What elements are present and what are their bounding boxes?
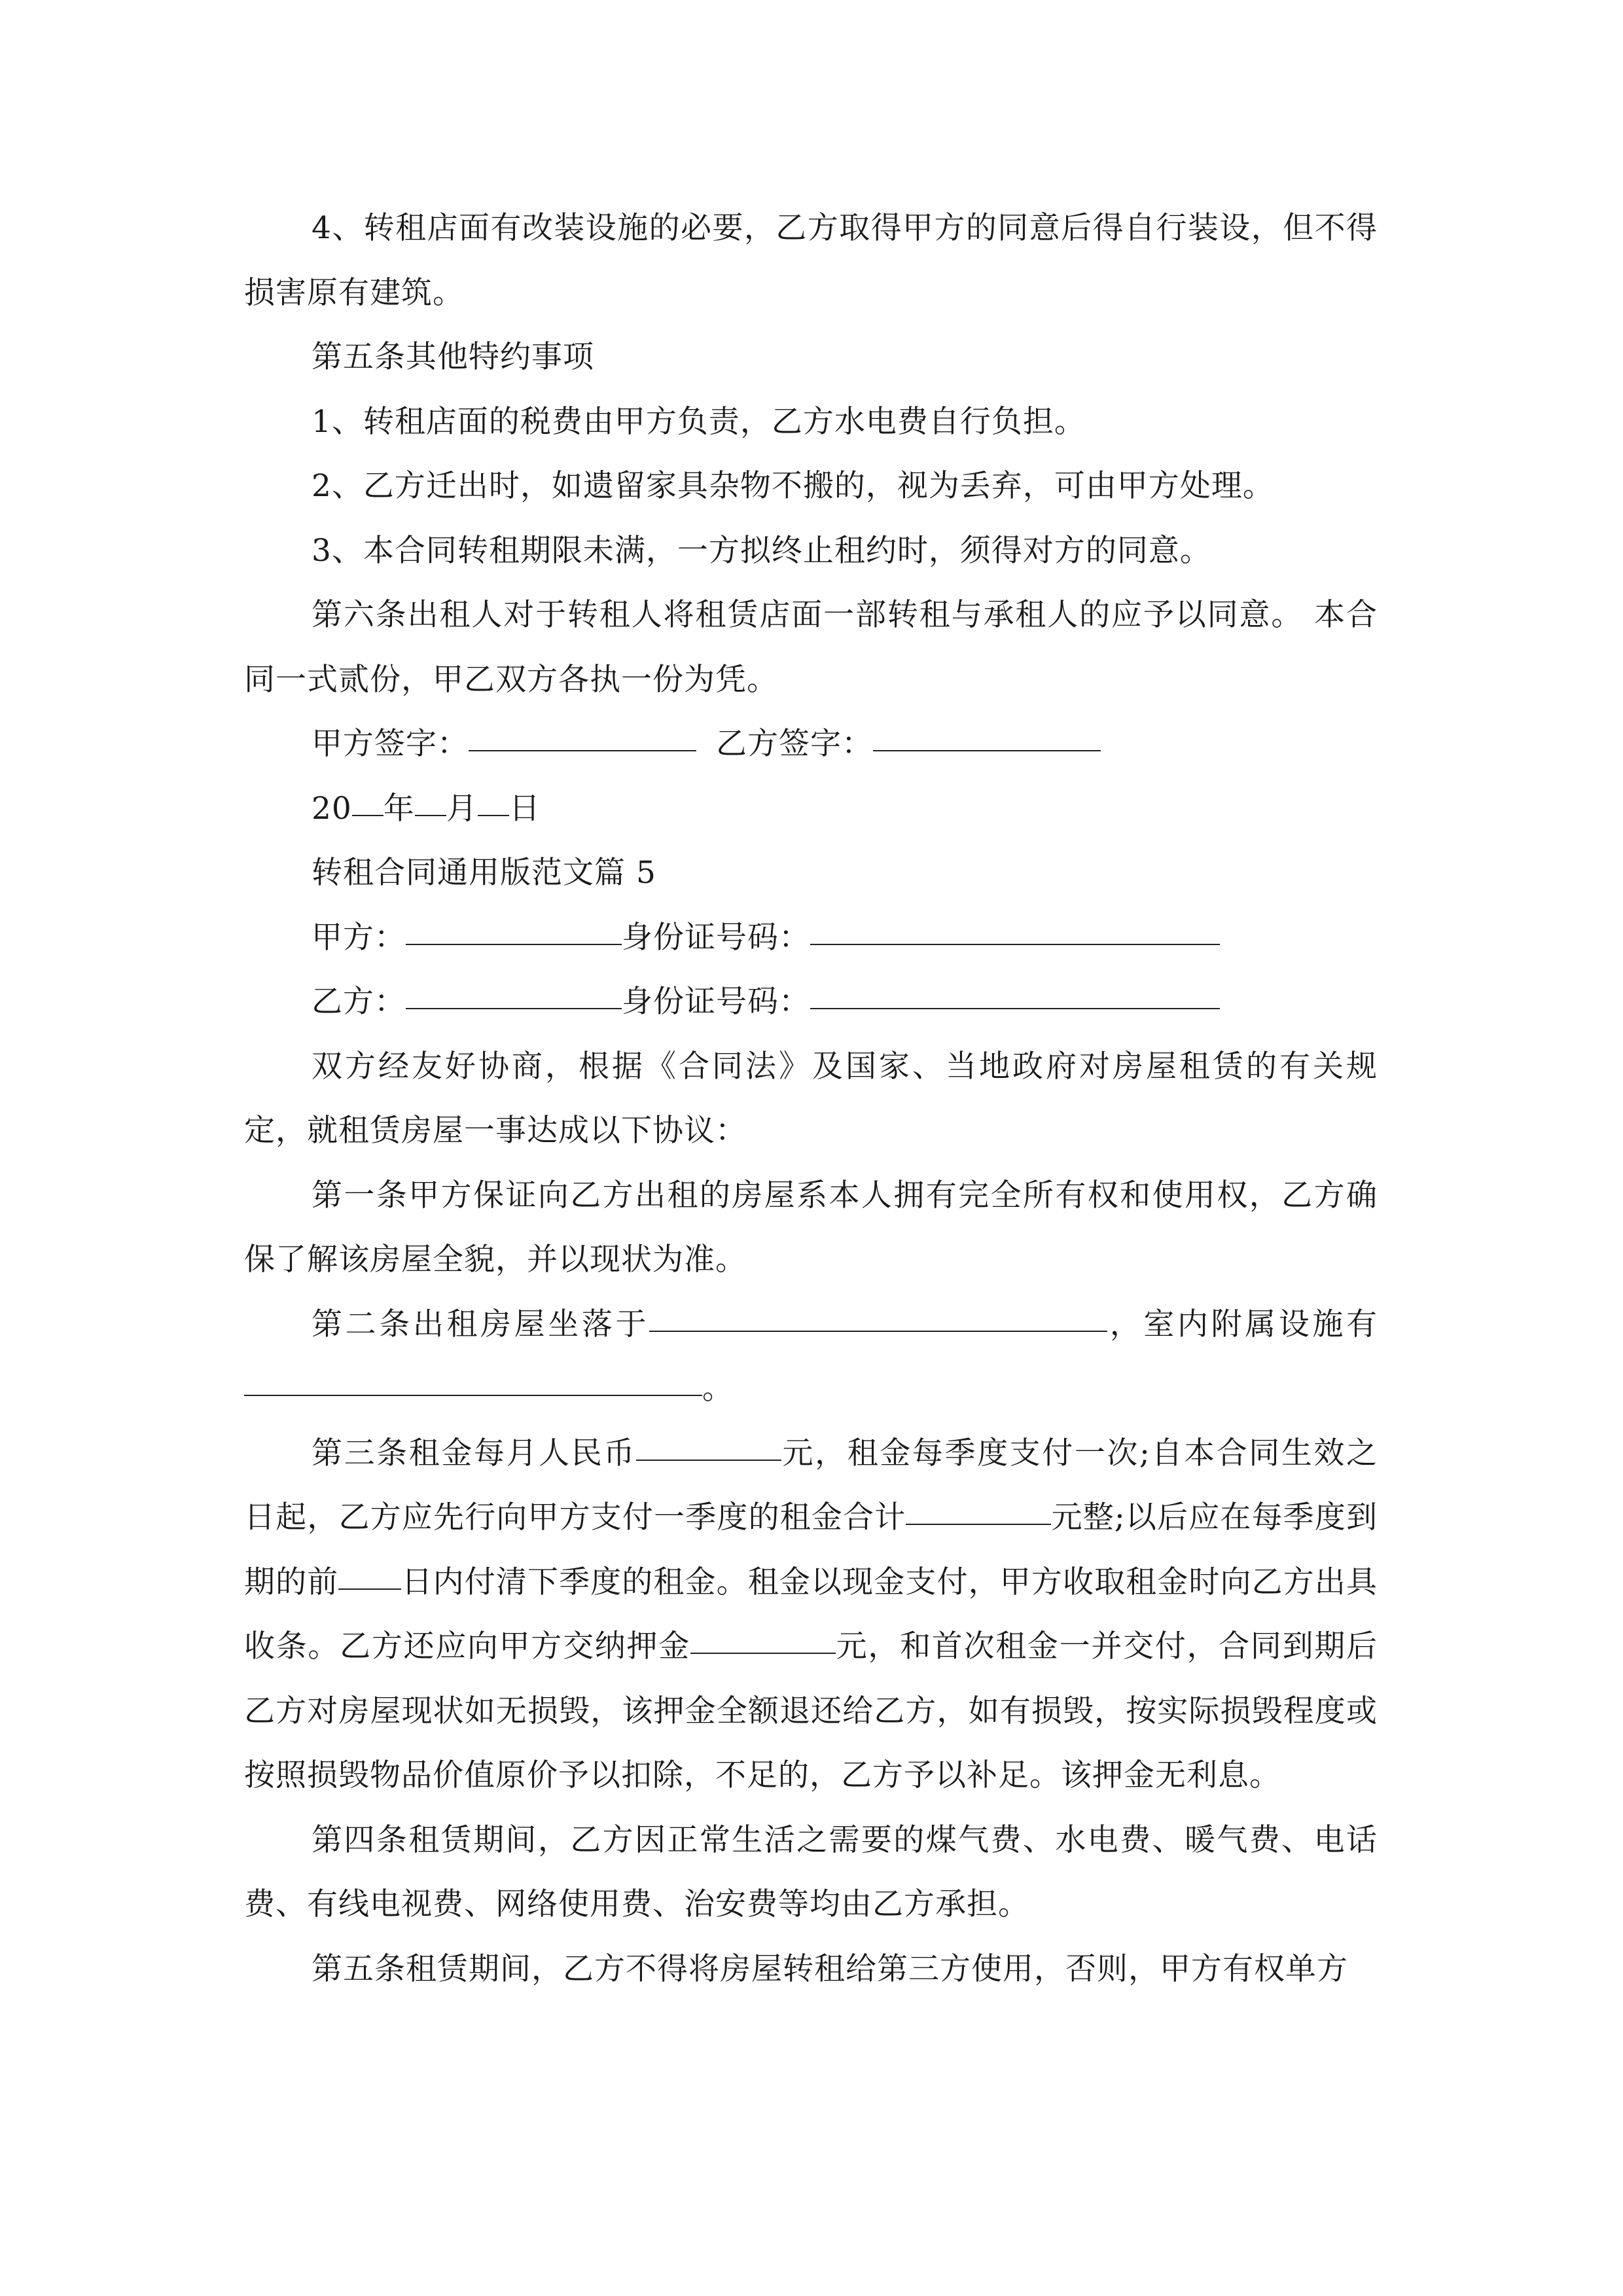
quarterly-total-blank[interactable] [906,1493,1051,1525]
document-body [244,196,1378,2001]
article-2-text-a: 第二条出租房屋坐落于 [312,1306,650,1342]
year-label: 年 [383,790,415,827]
party-b-label: 乙方： [312,984,406,1020]
clause-1-taxes: 1、转租店面的税费由甲方负责，乙方水电费自行负担。 [312,403,1086,440]
article-2-continuation [244,1357,1378,1422]
party-a-label: 甲方： [312,919,406,956]
article-5-heading: 第五条其他特约事项 [312,339,594,375]
article-5-sublease: 第五条租赁期间，乙方不得将房屋转租给第三方使用，否则，甲方有权单方 [312,1950,1348,1987]
article-3-text-e: 元，和首次租金一并交付，合同到期后乙方对房屋现状如无损毁，该押金全额退还给乙方，如有损毁，按实际损毁程度或按照损毁物品价值原价予以扣除，不足的，乙方予以补足。该押金无利息。 [244,1628,1378,1793]
clause-4-renovation: 4、转租店面有改装设施的必要，乙方取得甲方的同意后得自行装设，但不得损害原有建筑。 [244,210,1378,311]
agreement-intro: 双方经友好协商，根据《合同法》及国家、当地政府对房屋租赁的有关规定，就租赁房屋一事达成以下协议： [244,1048,1378,1149]
month-blank[interactable] [415,784,446,816]
location-blank[interactable] [649,1300,1107,1332]
party-a-signature-blank[interactable] [469,719,696,751]
article-1-ownership: 第一条甲方保证向乙方出租的房屋系本人拥有完全所有权和使用权，乙方确保了解该房屋全貌，并以现状为准。 [244,1177,1378,1278]
party-a-row [244,906,1378,971]
article-3-rent [244,1422,1378,1808]
date-prefix: 20 [312,790,352,827]
party-b-id-blank[interactable] [810,977,1220,1009]
article-3-text-a: 第三条租金每月人民币 [312,1435,636,1471]
clause-2-moving-out: 2、乙方迁出时，如遗留家具杂物不搬的，视为丢弃，可由甲方处理。 [312,468,1274,504]
day-label: 日 [508,790,541,827]
article-6-paragraph: 第六条出租人对于转租人将租赁店面一部转租与承租人的应予以同意。 本合同一式贰份，甲乙双方各执一份为凭。 [244,597,1378,698]
deposit-blank[interactable] [690,1622,836,1654]
year-blank[interactable] [352,784,383,816]
monthly-rent-blank[interactable] [636,1429,781,1461]
article-3-text-b: 元，租金每季度支付一次;自本合同生效之日起，乙方应先行向甲方支付一季度的租金合计 [244,1435,1378,1535]
article-2-text-c: 。 [702,1371,734,1407]
party-a-id-label: 身份证号码： [622,919,810,956]
party-a-name-blank[interactable] [406,913,622,945]
article-2-text-b: ，室内附属设施有 [1107,1306,1378,1342]
party-b-signature-label: 乙方签字： [716,726,873,762]
signature-row [244,712,1378,777]
article-3-text-c: 元整;以后应在每季度到期的前 [244,1499,1378,1600]
party-b-signature-blank[interactable] [873,719,1101,751]
party-a-id-blank[interactable] [810,913,1220,945]
contract-heading: 转租合同通用版范文篇 5 [312,855,656,891]
party-b-id-label: 身份证号码： [622,984,810,1020]
party-b-name-blank[interactable] [406,977,622,1009]
month-label: 月 [446,790,478,827]
party-a-signature-label: 甲方签字： [312,726,469,762]
date-row [244,777,1378,842]
day-blank[interactable] [478,784,509,816]
article-3-text-d: 日内付清下季度的租金。租金以现金支付，甲方收取租金时向乙方出具收条。乙方还应向甲方交纳押金 [244,1564,1378,1664]
facilities-blank[interactable] [244,1364,702,1396]
article-2-location [244,1293,1378,1357]
article-4-utilities: 第四条租赁期间，乙方因正常生活之需要的煤气费、水电费、暖气费、电话费、有线电视费、网络使用费、治安费等均由乙方承担。 [244,1821,1378,1922]
days-before-blank[interactable] [338,1558,401,1590]
clause-3-termination: 3、本合同转租期限未满，一方拟终止租约时，须得对方的同意。 [312,532,1211,569]
party-b-row [244,970,1378,1035]
